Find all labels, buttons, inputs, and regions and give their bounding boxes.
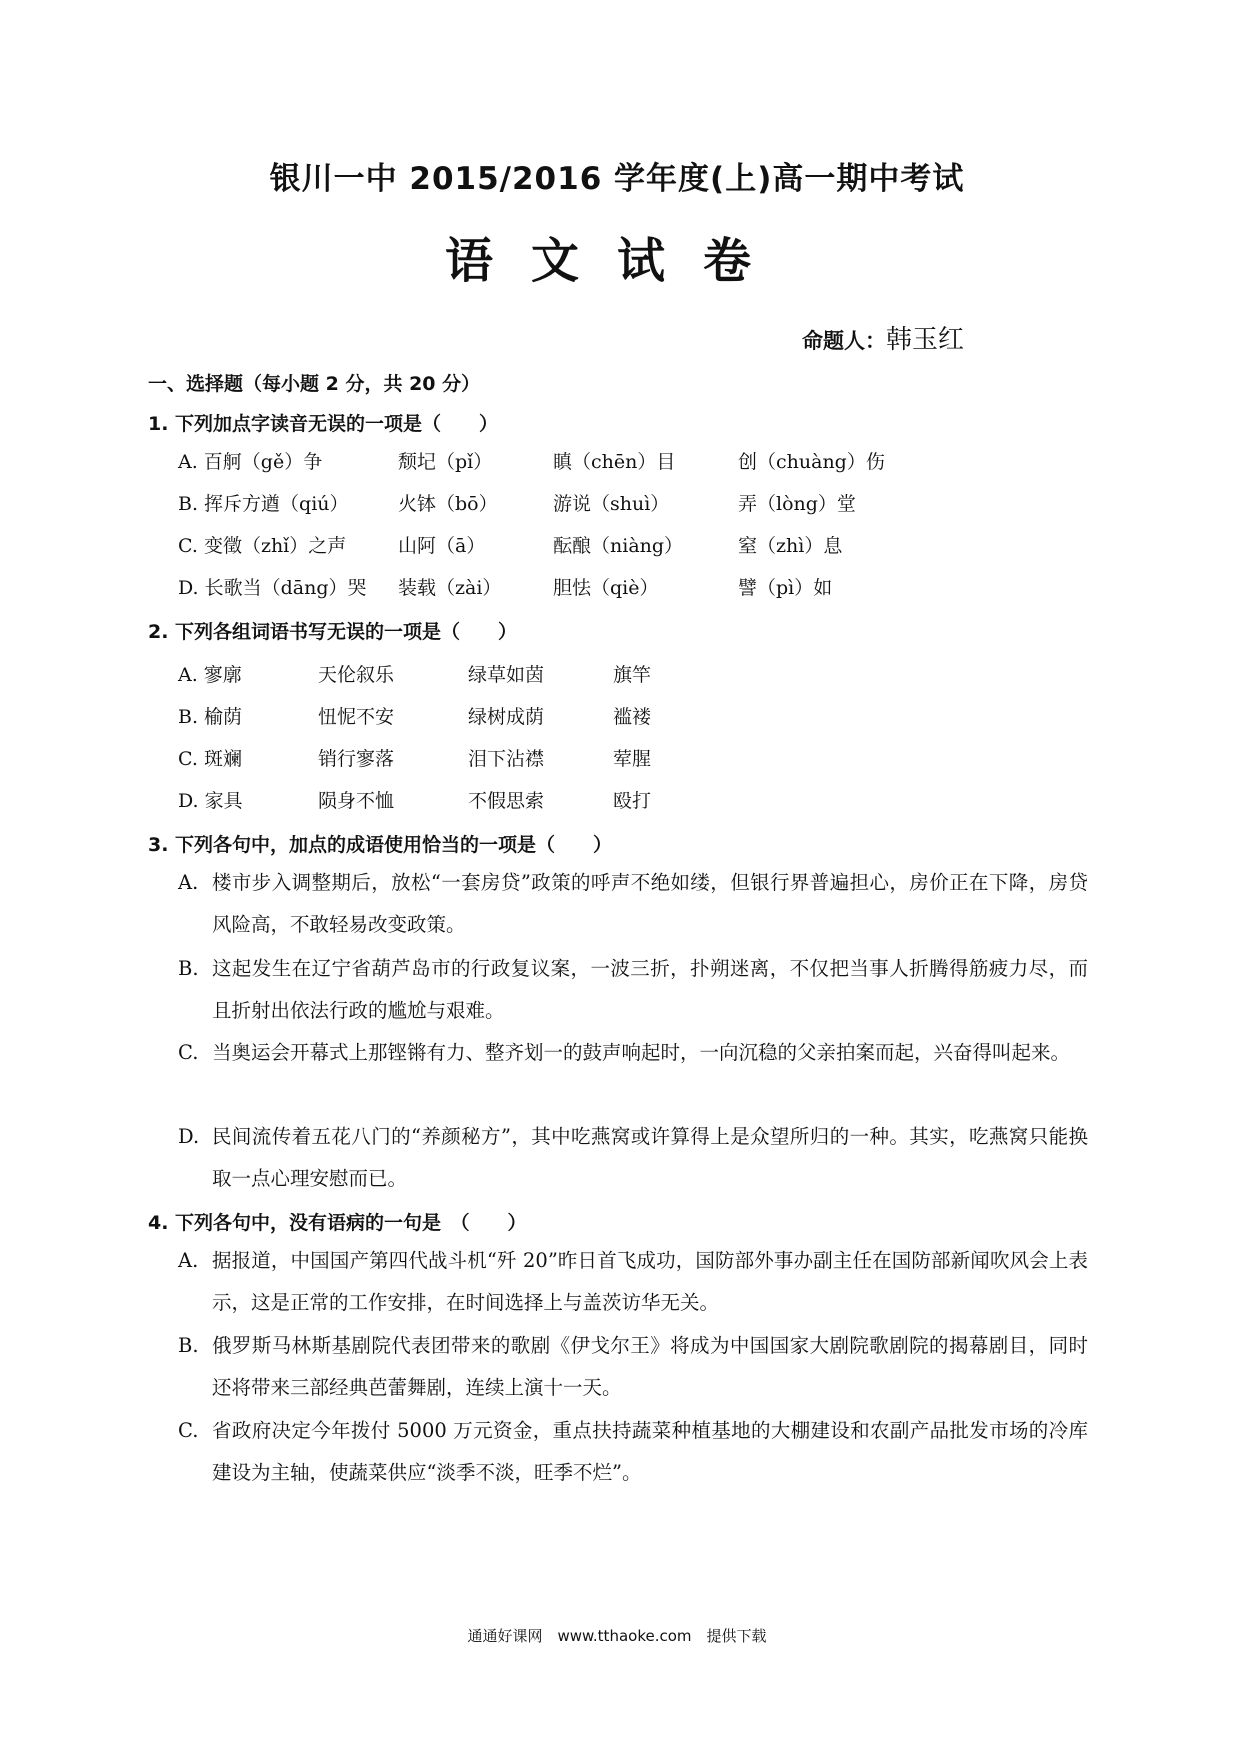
q1-option-a bbox=[178, 447, 885, 474]
q4-c-letter: C. bbox=[178, 1419, 199, 1442]
author-line bbox=[802, 319, 964, 356]
q2-b-item-2: 忸怩不安 bbox=[318, 706, 395, 728]
q1-a-item-2: 颓圮（pǐ） bbox=[398, 451, 493, 473]
q3-c-text: 当奥运会开幕式上那铿锵有力、整齐划一的鼓声响起时，一向沉稳的父亲拍案而起，兴奋得叫起来。 bbox=[212, 1041, 1071, 1064]
q1-a-item-4: 创（chuàng）伤 bbox=[738, 451, 885, 473]
q4-b-text: 俄罗斯马林斯基剧院代表团带来的歌剧《伊戈尔王》将成为中国国家大剧院歌剧院的揭幕剧目，同时还将带来三部经典芭蕾舞剧，连续上演十一天。 bbox=[212, 1334, 1088, 1399]
q1-d-item-4: 譬（pì）如 bbox=[738, 577, 833, 599]
question-4-stem: 4. 下列各句中，没有语病的一句是 （ ） bbox=[148, 1212, 527, 1234]
q1-d-item-1: D. 长歌当（dāng）哭 bbox=[178, 577, 367, 599]
q3-b-text: 这起发生在辽宁省葫芦岛市的行政复议案，一波三折，扑朔迷离，不仅把当事人折腾得筋疲力尽，而且折射出依法行政的尴尬与艰难。 bbox=[212, 957, 1088, 1022]
q1-c-item-1: C. 变徵（zhǐ）之声 bbox=[178, 535, 347, 557]
q2-d-item-4: 殴打 bbox=[613, 790, 652, 812]
q1-c-item-3: 酝酿（niàng） bbox=[553, 535, 684, 557]
page-footer: 通通好课网 www.tthaoke.com 提供下载 bbox=[467, 1627, 767, 1645]
q1-option-b bbox=[178, 489, 856, 516]
q2-a-item-4: 旗竿 bbox=[613, 664, 652, 686]
q2-d-item-2: 陨身不恤 bbox=[318, 790, 395, 812]
q4-option-b bbox=[178, 1325, 1088, 1409]
q3-b-letter: B. bbox=[178, 957, 199, 980]
q3-d-text: 民间流传着五花八门的“养颜秘方”，其中吃燕窝或许算得上是众望所归的一种。其实，吃燕窝只能换取一点心理安慰而已。 bbox=[212, 1125, 1088, 1190]
question-3-stem: 3. 下列各句中，加点的成语使用恰当的一项是（ ） bbox=[148, 834, 613, 856]
q1-d-item-3: 胆怯（qiè） bbox=[553, 577, 659, 599]
q2-a-item-2: 天伦叙乐 bbox=[318, 664, 395, 686]
q4-option-a bbox=[178, 1240, 1088, 1324]
q2-b-item-1: B. 榆荫 bbox=[178, 706, 243, 728]
q3-d-letter: D. bbox=[178, 1125, 200, 1148]
author-label: 命题人： bbox=[801, 329, 886, 353]
q2-d-item-3: 不假思索 bbox=[468, 790, 545, 812]
q4-a-text: 据报道，中国国产第四代战斗机“歼 20”昨日首飞成功，国防部外事办副主任在国防部新闻吹风会上表示，这是正常的工作安排，在时间选择上与盖茨访华无关。 bbox=[212, 1249, 1088, 1314]
q1-a-item-3: 瞋（chēn）目 bbox=[553, 451, 676, 473]
q1-b-item-1: B. 挥斥方遒（qiú） bbox=[178, 493, 349, 515]
q3-option-c bbox=[178, 1032, 1088, 1074]
q3-a-text: 楼市步入调整期后，放松“一套房贷”政策的呼声不绝如缕，但银行界普遍担心，房价正在下降，房贷风险高，不敢轻易改变政策。 bbox=[212, 871, 1088, 936]
q1-a-item-1: A. 百舸（gě）争 bbox=[178, 451, 323, 473]
q2-option-a bbox=[178, 660, 651, 687]
q3-option-b bbox=[178, 948, 1088, 1032]
q4-c-text: 省政府决定今年拨付 5000 万元资金，重点扶持蔬菜种植基地的大棚建设和农副产品批发市场的冷库建设为主轴，使蔬菜供应“淡季不淡，旺季不烂”。 bbox=[212, 1419, 1088, 1484]
author-name: 韩玉红 bbox=[885, 325, 964, 355]
q2-option-c bbox=[178, 744, 651, 771]
q2-c-item-4: 荤腥 bbox=[613, 748, 652, 770]
q1-b-item-2: 火钵（bō） bbox=[398, 493, 498, 515]
q2-a-item-3: 绿草如茵 bbox=[468, 664, 545, 686]
q3-option-d bbox=[178, 1116, 1088, 1200]
subject-title: 语文试卷 bbox=[444, 233, 789, 289]
exam-title: 银川一中 2015/2016 学年度(上)高一期中考试 bbox=[269, 161, 965, 197]
q2-d-item-1: D. 家具 bbox=[178, 790, 243, 812]
q1-d-item-2: 装载（zài） bbox=[398, 577, 502, 599]
q2-option-b bbox=[178, 702, 651, 729]
q2-c-item-2: 销行寥落 bbox=[318, 748, 395, 770]
section-heading: 一、选择题（每小题 2 分，共 20 分） bbox=[148, 373, 481, 395]
q4-a-letter: A. bbox=[178, 1249, 199, 1272]
q2-option-d bbox=[178, 786, 651, 813]
q2-c-item-3: 泪下沾襟 bbox=[468, 748, 545, 770]
q4-option-c bbox=[178, 1410, 1088, 1494]
q3-c-letter: C. bbox=[178, 1041, 199, 1064]
q2-b-item-4: 褴褛 bbox=[613, 706, 652, 728]
q1-b-item-3: 游说（shuì） bbox=[553, 493, 670, 515]
q1-b-item-4: 弄（lòng）堂 bbox=[738, 493, 856, 515]
q1-c-item-4: 窒（zhì）息 bbox=[738, 535, 843, 557]
question-2-stem: 2. 下列各组词语书写无误的一项是（ ） bbox=[148, 621, 518, 643]
q2-a-item-1: A. 寥廓 bbox=[178, 664, 242, 686]
q2-c-item-1: C. 斑斓 bbox=[178, 748, 242, 770]
question-1-stem: 1. 下列加点字读音无误的一项是（ ） bbox=[148, 413, 499, 435]
q4-b-letter: B. bbox=[178, 1334, 199, 1357]
q3-a-letter: A. bbox=[178, 871, 199, 894]
q1-option-d bbox=[178, 573, 832, 600]
q1-c-item-2: 山阿（ā） bbox=[398, 535, 486, 557]
q1-option-c bbox=[178, 531, 842, 558]
q2-b-item-3: 绿树成荫 bbox=[468, 706, 545, 728]
q3-option-a bbox=[178, 862, 1088, 946]
